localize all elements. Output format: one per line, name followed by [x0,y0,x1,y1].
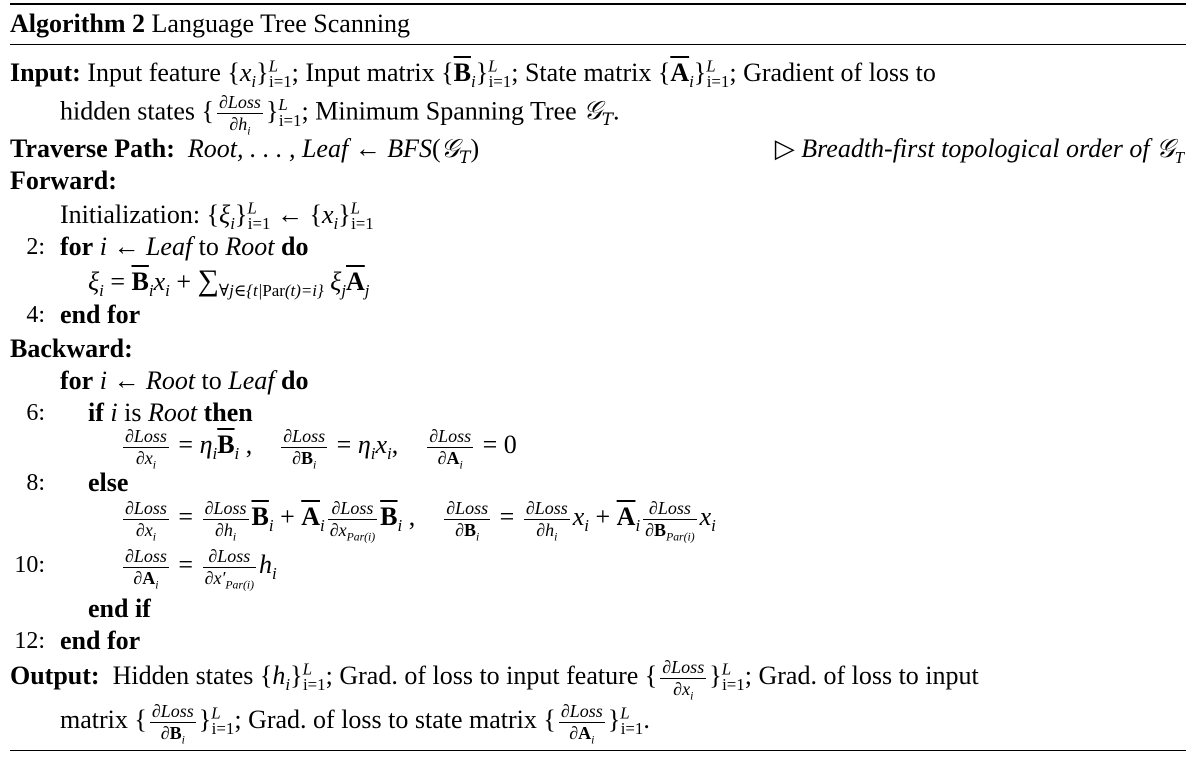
output-label: Output: [10,661,100,690]
input-line-1: Input: Input feature $\{x_i\}^L_{i=1}$; Input matrix $\{\overline{B}_i\}^L_{i=1}$; State matrix $\{\overline{A}_i\}^L_{i=1}$; Gradient of loss to [10,56,936,92]
forward-update: $\xi_i = \overline{B}_ix_i + \sum_{\forall j\in\{t|Par(t)=i\}}$ $\xi_j\overline{A}_j$ [88,264,370,301]
output-line-2: matrix { $\frac{\text{∂Loss}}{\partial\overline{B}_i}$ }$^L_{i=1}$; Grad. of loss to state matrix { $\frac{\text{∂Loss}}{\partial\overline{A}_i}$ }$^L_{i=1}$. [60,700,650,747]
input-label: Input: [10,58,81,87]
algorithm-title [10,8,410,40]
backward-for: for i ← Root to Leaf do [60,366,309,395]
backward-end-for: end for [60,626,141,655]
backward-else: else [88,468,129,497]
backward-if: if i is Root then [88,398,253,427]
header-rule [10,44,1186,45]
input-line-2: hidden states { $\frac{\text{∂Loss}}{\partial h_i}$ }$^L_{i=1}$; Minimum Spanning Tree 𝒢$_T$. [60,92,620,138]
bottom-rule [10,750,1186,751]
forward-init: Initialization: $\{\xi_i\}^L_{i=1}$ ← $\{x_i\}^L_{i=1}$ [60,198,374,234]
line-number-4: 4: [26,302,45,328]
traverse-comment: ▷ Breadth-first topological order of 𝒢$_T$ [774,134,1184,168]
backward-label: Backward: [10,334,133,363]
forward-label: Forward: [10,166,117,195]
algorithm-label: Algorithm 2 [10,9,146,38]
line-number-2: 2: [26,234,45,260]
output-line-1: Output: Hidden states $\{h_i\}^L_{i=1}$; Grad. of loss to input feature { $\frac{\text{∂Loss}}{\partial x_i}$ }$^L_{i=1}$; Grad. of loss to input [10,656,979,703]
traverse-label: Traverse Path: [10,134,175,163]
line-number-12: 12: [14,628,45,654]
line-number-8: 8: [26,470,45,496]
forward-end-for: end for [60,300,141,329]
forward-for: for i ← Leaf to Root do [60,232,309,261]
backward-end-if: end if [88,594,151,623]
top-rule [10,3,1186,5]
algorithm-name: Language Tree Scanning [151,9,411,38]
backward-else-grads: $\frac{\text{∂Loss}}{\partial x_i}$ = $\frac{\text{∂Loss}}{\partial h_i}$ $\overline{B}_i + \overline{A}_i$ $\frac{\text{∂Loss}}{\partial x_{Par(i)}}$ $\overline{B}_i$ , $\frac{\text{∂Loss}}{\partial\overline{B}_i}$ = $\frac{\text{∂Loss}}{\partial h_i}$ $x_i + \overline{A}_i$ $\frac{\text{∂Loss}}{\partial\overline{B}_{Par(i)}}$ $x_i$ [125,497,716,544]
backward-a-grad: $\frac{\text{∂Loss}}{\partial\overline{A}_i}$ = $\frac{\text{∂Loss}}{\partial x'_{Par(i)}}$ $h_i$ [125,545,277,592]
traverse-line: Traverse Path: Root, . . . , Leaf ← BFS(𝒢$_T$) [10,134,480,168]
backward-root-grads: $\frac{\text{∂Loss}}{\partial x_i}$ = $\eta_i\overline{B}_i$ , $\frac{\text{∂Loss}}{\partial\overline{B}_i}$ = $\eta_ix_i$, $\frac{\text{∂Loss}}{\partial\overline{A}_i}$ = 0 [125,425,517,472]
frac-dloss-dh: $\frac{\text{∂Loss}}{\partial h_i}$ [219,92,261,138]
line-number-6: 6: [26,400,45,426]
line-number-10: 10: [14,552,45,578]
